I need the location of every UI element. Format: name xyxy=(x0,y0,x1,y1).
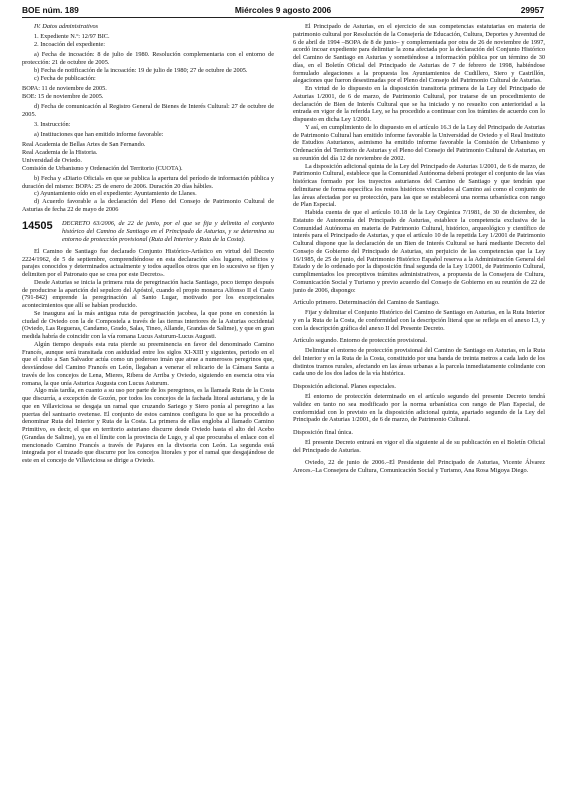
list-item: b) Fecha de notificación de la incoación: 19 de julio de 1980; 27 de octubre de 2005. xyxy=(34,66,248,74)
list-item: Comisión de Urbanismo y Ordenación del Territorio (CUOTA). xyxy=(22,164,183,172)
paragraph: Y así, en cumplimiento de lo dispuesto en el artículo 16.3 de la Ley del Principado de Asturias de Patrimonio Cultural han emitido informe favorable la Universidad de Oviedo y el Real Instituto de Estudios Asturianos, asimismo ha emitido informe favorable la Comisión de Urbanismo y Ordenación del Territorio de Asturias y el Pleno del Consejo del Patrimonio Cultural de Asturias, en su reunión del día 12 de noviembre de 2002. xyxy=(293,123,545,162)
section-title: IV. Datos administrativos xyxy=(34,23,99,30)
left-column xyxy=(22,23,274,465)
list-item: b) Fecha y «Diario Oficial» en que se publica la apertura del período de información pública y duración del mismo: BOPA: 25 de enero de 2006. Duración 20 días hábiles. xyxy=(22,174,274,190)
list-item: BOPA: 11 de noviembre de 2005. xyxy=(22,84,107,92)
list-item: BOE: 15 de noviembre de 2005. xyxy=(22,92,104,100)
paragraph: El Principado de Asturias, en el ejercicio de sus competencias estatutarias en materia de patrimonio cultural por Resolución de la Consejería de Educación, Cultura, Deportes y Juventud de 6 de abril de 1994 –BOPA de 8 de junio– y complementada por otra de 26 de noviembre de 1997, acordó incoar expediente para delimitar la zona afectada por la declaración del Conjunto Histórico del Camino de Santiago en Asturias y sometiéndose a información pública por un término de 30 días, en el Boletín Oficial del Principado de Asturias de 7 de febrero de 1998, habiéndose formulado alegaciones a la propuesta los Ayuntamientos de Cudillero, Siero y Castrillón, alegaciones que fueron desestimadas por el Pleno del Consejo del Patrimonio Cultural de Asturias. xyxy=(293,23,545,85)
list-item: c) Ayuntamiento oído en el expediente: Ayuntamiento de Llanes. xyxy=(34,190,197,198)
page-number: 29957 xyxy=(520,5,544,15)
paragraph: Algo más tardía, en cuanto a su uso por parte de los peregrinos, es la llamada Ruta de la Costa que discurría, a excepción de Gozón, por todos los concejos de la fachada litoral asturiana, y de la que en Villaviciosa se desgaja un ramal que cruzando Sariego y Siero ponía al peregrino a las puertas del santuario ovetense. El conjunto de estos caminos configura lo que se ha procedido a denominar Ruta del Interior y Ruta de la Costa. La primera de ellas engloba al llamado Camino Primitivo, es decir, el que en territorio asturiano discurre desde Oviedo hasta el alto del Acebo (Grandas de Salime), ya en el límite con la provincia de Lugo, y al que procuraba el enlace con el mencionado Camino Francés a través de Pajares en la divisoria con León. La segunda está integrada por el trazado que discurre por los concejos litorales y por el ramal que desgajándose de este en el concejo de Villaviciosa se dirige a Oviedo. xyxy=(22,387,274,465)
list-item: Real Academia de la Historia. xyxy=(22,149,98,156)
list-item: Universidad de Oviedo. xyxy=(22,156,82,164)
list-item: c) Fecha de publicación: xyxy=(34,74,96,82)
right-column xyxy=(293,23,545,474)
paragraph: Se inaugura así la más antigua ruta de peregrinación jacobea, la que pone en conexión la ciudad de Oviedo con la de Compostela a través de las tierras interiores de la Asturias occidental (Oviedo, Las Regueras, Candamo, Grado, Salas, Tineo, Allande, Grandas de Salime), y que en gran medida habría de coincidir con la vía romana Lucus Asturum-Lucus Augusti. xyxy=(22,309,274,341)
article-text: Delimitar el entorno de protección provisional del Camino de Santiago en Asturias, en la Ruta del Interior y en la Ruta de la Costa, constituido por una banda de treinta metros a cada lado de los distintos tramos rurales, afectando en las áreas urbanas a la parcela inmediatamente colindante con cada uno de los dos lados de la vía histórica. xyxy=(293,347,545,378)
header-rule xyxy=(22,17,544,18)
final-provision-text: El presente Decreto entrará en vigor el día siguiente al de su publicación en el Boletín Oficial del Principado de Asturias. xyxy=(293,438,545,454)
article-heading: Artículo segundo. Entorno de protección provisional. xyxy=(293,336,428,344)
publication-date: Miércoles 9 agosto 2006 xyxy=(234,5,332,15)
paragraph: Algún tiempo después esta ruta pierde su preeminencia en favor del denominado Camino Francés, aunque será transitada con asiduidad entre los siglos XI-XIII y siguientes, periodo en el que el culto a San Salvador actúa como un poderoso imán que atrae a numerosos peregrinos que, desviándose del Camino Francés en León, llegaban a venerar el relicario de la Cámara Santa a través de los concejos de Lena, Mieres, Ribera de Arriba y Oviedo, siguiendo en esencia otra vía romana, la que unía Asturica Augusta con Lucus Asturum. xyxy=(22,340,274,387)
list-item: 1. Expediente N.º: 12/97 BIC. xyxy=(34,33,110,41)
decree-heading xyxy=(22,220,274,243)
provision-heading: Disposición adicional. Planes especiales. xyxy=(293,382,396,390)
list-item: Real Academia de Bellas Artes de San Fernando. xyxy=(22,141,146,149)
paragraph: En virtud de lo dispuesto en la disposición transitoria primera de la Ley del Principado de Asturias 1/2001, de 6 de marzo, de Patrimonio Cultural, por tratarse de un procedimiento de declaración de Bien de Interés Cultural que se ha iniciado y no resuelto con anterioridad a la entrada en vigor de la referida Ley, se ha procedido a continuar con los trámites de acuerdo con lo dispuesto en dicha Ley 1/2001. xyxy=(293,85,545,123)
article-text: Fijar y delimitar el Conjunto Histórico del Camino de Santiago en Asturias, en la Ruta Interior y en la Ruta de la Costa, de conformidad con la descripción literal que se refleja en el anexo I.3, y con la descripción gráfica del anexo II del Presente Decreto. xyxy=(293,309,545,332)
page-header xyxy=(22,5,544,17)
paragraph: La disposición adicional quinta de la Ley del Principado de Asturias 1/2001, de 6 de marzo, de Patrimonio Cultural, establece que la Comunidad Autónoma deberá proteger el conjunto de las vías históricas formado por los trayectos asturianos del Camino de Santiago y que tendrán que delimitarse de forma específica los restos históricos vinculados al Camino así como el conjunto de las áreas afectadas por su protección, para las que se establecerá una norma urbanística con rango de Plan Especial. xyxy=(293,162,545,209)
signature-block: Oviedo, 22 de junio de 2006.–El Presidente del Principado de Asturias, Vicente Álvarez Areces.–La Consejera de Cultura, Comunicación Social y Turismo, Ana Rosa Migoya Diego. xyxy=(293,458,545,474)
decree-number: 14505 xyxy=(22,220,53,233)
list-item: a) Instituciones que han emitido informe favorable: xyxy=(34,131,164,138)
list-item: d) Acuerdo favorable a la declaración del Pleno del Consejo de Patrimonio Cultural de Asturias de fecha 22 de mayo de 2006 xyxy=(22,198,274,213)
journal-issue: BOE núm. 189 xyxy=(22,5,79,15)
list-item: 3. Instrucción: xyxy=(34,120,71,128)
paragraph: El Camino de Santiago fue declarado Conjunto Histórico-Artístico en virtud del Decreto 2224/1962, de 5 de septiembre, comprendiéndose en esta declaración «los lugares, edificios y parajes conocidos y determinados actualmente y todos aquellos otros que en lo sucesivo se fijen y delimiten por el Patronato que se crea por este Decreto». xyxy=(22,247,274,279)
decree-title: DECRETO 63/2006, de 22 de junio, por el que se fija y delimita el conjunto histórico del Camino de Santiago en el Principado de Asturias, y se determina su entorno de protección provisional (Ruta del Interior y Ruta de la Costa). xyxy=(62,220,274,243)
paragraph: Habida cuenta de que el artículo 10.18 de la Ley Orgánica 7/1981, de 30 de diciembre, de Estatuto de Autonomía del Principado de Asturias, establece la competencia exclusiva de la Comunidad Autónoma en materia de Patrimonio Cultural, histórico, arqueológico y científico de interés para el Principado de Asturias, y que el artículo 10 de la repetida Ley 1/2001 de Patrimonio Cultural dispone que la declaración de un Bien de Interés Cultural se hará mediante Decreto del Consejo de Gobierno del Principado de Asturias, sin perjuicio de las competencias que la Ley 16/1985, de 25 de junio, del Patrimonio Histórico Español reserva a la Administración General del Estado y de lo ordenado por la disposición final segunda de la Ley 1/2001, de Patrimonio Cultural, cumplimentados los preceptivos trámites administrativos, a propuesta de la Consejera de Cultura, Comunicación Social y Turismo y previo acuerdo del Consejo de Gobierno en su reunión de 22 de junio de 2006, dispongo: xyxy=(293,209,545,294)
provision-text: El entorno de protección determinado en el artículo segundo del presente Decreto tendrá validez en tanto no sea modificado por la norma urbanística con rango de Plan Especial, de conformidad con lo previsto en la disposición adicional quinta, apartado segundo de la Ley del Principado de Asturias 1/2001, de 6 de marzo, de Patrimonio Cultural. xyxy=(293,393,545,424)
article-heading: Artículo primero. Determinación del Camino de Santiago. xyxy=(293,298,440,306)
list-item: 2. Incoación del expediente: xyxy=(34,41,105,48)
final-provision-heading: Disposición final única. xyxy=(293,428,353,436)
list-item: a) Fecha de incoación: 8 de julio de 1980. Resolución complementaria con el entorno de protección: 21 de octubre de 2005. xyxy=(22,51,274,66)
list-item: d) Fecha de comunicación al Registro General de Bienes de Interés Cultural: 27 de octubre de 2005. xyxy=(22,102,274,118)
paragraph: Desde Asturias se inicia la primera ruta de peregrinación hacia Santiago, poco tiempo después de producirse la aparición del sepulcro del Apóstol, cuando el propio monarca Alfonso II el Casto (791-842) emprende la peregrinación al Santo Lugar, motivado por los excepcionales acontecimientos que allí se habían producido. xyxy=(22,278,274,310)
